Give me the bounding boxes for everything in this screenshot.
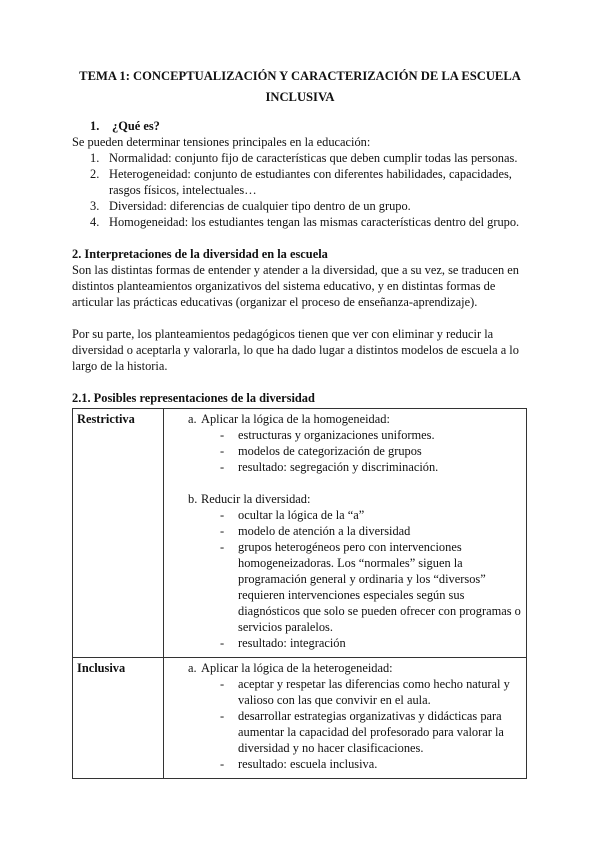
dash-bullet: -: [220, 524, 225, 538]
sub-letter: b.: [188, 492, 198, 506]
item-number: 4.: [90, 215, 100, 229]
dash-bullet: -: [220, 540, 225, 554]
item-text: resultado: escuela inclusiva.: [238, 757, 378, 771]
sub-group: [168, 411, 522, 475]
section-1-heading: [72, 118, 528, 134]
tension-item: [72, 198, 528, 214]
sub-letter: a.: [188, 412, 197, 426]
item-text: estructuras y organizaciones uniformes.: [238, 428, 435, 442]
sub-title: Reducir la diversidad:: [201, 492, 311, 506]
section-1-intro: Se pueden determinar tensiones principales en la educación:: [72, 135, 371, 149]
item-text: ocultar la lógica de la “a”: [238, 508, 365, 522]
dash-bullet: -: [220, 460, 225, 474]
item-number: 3.: [90, 199, 100, 213]
item-text: modelo de atención a la diversidad: [238, 524, 411, 538]
item-text: Heterogeneidad: conjunto de estudiantes con diferentes habilidades, capacidades, rasgos físicos, intelectuales…: [109, 167, 512, 197]
row-content: [164, 409, 527, 658]
row-label: Restrictiva: [73, 409, 164, 658]
dash-bullet: -: [220, 677, 225, 691]
item-number: 1.: [90, 151, 100, 165]
sub-group: [168, 491, 522, 651]
dash-bullet: -: [220, 508, 225, 522]
row-content: [164, 658, 527, 779]
section-2-paragraph-2: Por su parte, los planteamientos pedagógicos tienen que ver con eliminar y reducir la diversidad o aceptarla y valorarla, lo que ha dado lugar a distintos modelos de escuela a lo largo de la historia.: [72, 327, 519, 373]
list-item: [201, 676, 522, 708]
item-number: 2.: [90, 167, 100, 181]
dash-bullet: -: [220, 444, 225, 458]
dash-bullet: -: [220, 709, 225, 723]
list-item: [201, 507, 522, 523]
item-text: grupos heterogéneos pero con intervenciones homogeneizadoras. Los “normales” siguen la programación general y ordinaria y los “diversos” requieren intervenciones especiales según sus diagnósticos que solo se pueden ofrecer con programas o servicios paralelos.: [238, 540, 521, 634]
list-item: [201, 539, 522, 635]
tension-item: [72, 166, 528, 198]
list-item: [201, 708, 522, 756]
list-item: [201, 459, 522, 475]
table-row: [73, 658, 527, 779]
item-text: resultado: segregación y discriminación.: [238, 460, 439, 474]
list-item: [201, 427, 522, 443]
dash-bullet: -: [220, 428, 225, 442]
sub-letter: a.: [188, 661, 197, 675]
sub-title: Aplicar la lógica de la homogeneidad:: [201, 412, 390, 426]
list-item: [201, 523, 522, 539]
tension-item: [72, 150, 528, 166]
item-text: Homogeneidad: los estudiantes tengan las mismas características dentro del grupo.: [109, 215, 520, 229]
diversity-table: [72, 408, 527, 779]
item-text: Normalidad: conjunto fijo de características que deben cumplir todas las personas.: [109, 151, 518, 165]
list-item: [201, 443, 522, 459]
section-2-1-heading: 2.1. Posibles representaciones de la diversidad: [72, 391, 315, 405]
heading-text: ¿Qué es?: [112, 119, 160, 133]
item-text: desarrollar estrategias organizativas y didácticas para aumentar la capacidad del profesorado para valorar la diversidad y no hacer clasificaciones.: [238, 709, 504, 755]
row-label: Inclusiva: [73, 658, 164, 779]
tension-item: [72, 214, 528, 230]
heading-number: 1.: [90, 119, 100, 133]
document-page: [72, 66, 528, 779]
sub-group: [168, 660, 522, 772]
item-text: Diversidad: diferencias de cualquier tipo dentro de un grupo.: [109, 199, 411, 213]
sub-title: Aplicar la lógica de la heterogeneidad:: [201, 661, 393, 675]
tensions-list: [72, 150, 528, 230]
section-2-heading: 2. Interpretaciones de la diversidad en la escuela: [72, 247, 328, 261]
dash-bullet: -: [220, 757, 225, 771]
item-text: resultado: integración: [238, 636, 346, 650]
dash-bullet: -: [220, 636, 225, 650]
section-2-paragraph-1: Son las distintas formas de entender y atender a la diversidad, que a su vez, se traducen en distintos planteamientos organizativos del sistema educativo, y en distintas formas de articular las prácticas educativas (organizar el proceso de enseñanza-aprendizaje).: [72, 263, 519, 309]
list-item: [201, 635, 522, 651]
item-text: aceptar y respetar las diferencias como hecho natural y valioso con las que convivir en el aula.: [238, 677, 510, 707]
list-item: [201, 756, 522, 772]
item-text: modelos de categorización de grupos: [238, 444, 422, 458]
document-title: TEMA 1: CONCEPTUALIZACIÓN Y CARACTERIZACIÓN DE LA ESCUELA INCLUSIVA: [79, 69, 521, 104]
table-row: [73, 409, 527, 658]
